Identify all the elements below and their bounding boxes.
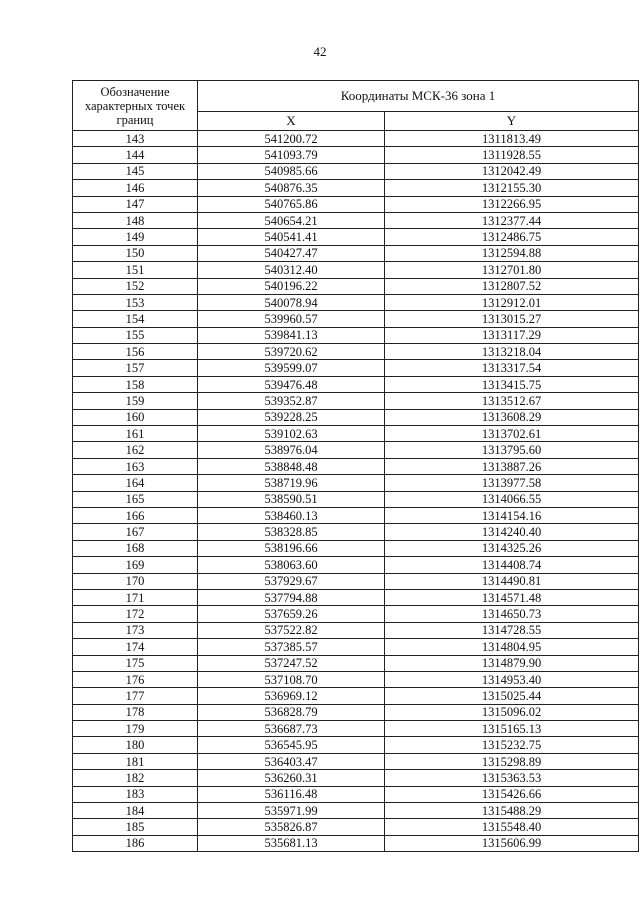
table-row [73, 491, 639, 507]
y-coordinate-cell: 1313015.27 [385, 311, 639, 327]
point-id-cell: 186 [73, 835, 198, 851]
table-row [73, 557, 639, 573]
y-coordinate-cell: 1315606.99 [385, 835, 639, 851]
table-row [73, 311, 639, 327]
y-coordinate-cell: 1314154.16 [385, 507, 639, 523]
point-id-cell: 162 [73, 442, 198, 458]
y-coordinate-cell: 1313218.04 [385, 344, 639, 360]
x-coordinate-cell: 540985.66 [198, 163, 385, 179]
y-coordinate-cell: 1313117.29 [385, 327, 639, 343]
y-coordinate-cell: 1312807.52 [385, 278, 639, 294]
x-coordinate-cell: 539228.25 [198, 409, 385, 425]
x-coordinate-cell: 538196.66 [198, 540, 385, 556]
point-id-cell: 144 [73, 147, 198, 163]
table-row [73, 294, 639, 310]
point-id-cell: 159 [73, 393, 198, 409]
x-coordinate-cell: 540541.41 [198, 229, 385, 245]
table-row [73, 786, 639, 802]
x-coordinate-cell: 536403.47 [198, 753, 385, 769]
point-id-cell: 175 [73, 655, 198, 671]
y-coordinate-cell: 1315096.02 [385, 704, 639, 720]
table-row [73, 360, 639, 376]
x-coordinate-cell: 538063.60 [198, 557, 385, 573]
x-coordinate-cell: 539841.13 [198, 327, 385, 343]
x-coordinate-cell: 539720.62 [198, 344, 385, 360]
x-coordinate-cell: 538328.85 [198, 524, 385, 540]
y-coordinate-cell: 1315426.66 [385, 786, 639, 802]
x-coordinate-cell: 540765.86 [198, 196, 385, 212]
table-row [73, 639, 639, 655]
x-coordinate-cell: 541093.79 [198, 147, 385, 163]
y-coordinate-cell: 1312042.49 [385, 163, 639, 179]
point-id-cell: 161 [73, 426, 198, 442]
table-row [73, 688, 639, 704]
y-coordinate-cell: 1314066.55 [385, 491, 639, 507]
point-id-cell: 143 [73, 131, 198, 147]
table-row [73, 147, 639, 163]
y-coordinate-cell: 1314728.55 [385, 622, 639, 638]
table-row [73, 426, 639, 442]
point-id-cell: 183 [73, 786, 198, 802]
point-id-cell: 179 [73, 721, 198, 737]
y-coordinate-cell: 1314408.74 [385, 557, 639, 573]
y-coordinate-cell: 1314571.48 [385, 589, 639, 605]
table-row [73, 393, 639, 409]
y-coordinate-cell: 1313795.60 [385, 442, 639, 458]
y-coordinate-cell: 1315298.89 [385, 753, 639, 769]
x-coordinate-cell: 536828.79 [198, 704, 385, 720]
point-id-cell: 151 [73, 262, 198, 278]
point-id-cell: 154 [73, 311, 198, 327]
y-coordinate-cell: 1315025.44 [385, 688, 639, 704]
table-body [73, 131, 639, 852]
x-coordinate-cell: 537247.52 [198, 655, 385, 671]
table-row [73, 278, 639, 294]
point-label-header: Обозначение характерных точек границ [73, 81, 198, 131]
y-coordinate-cell: 1315548.40 [385, 819, 639, 835]
table-row [73, 245, 639, 261]
y-coordinate-cell: 1314240.40 [385, 524, 639, 540]
x-coordinate-cell: 537108.70 [198, 671, 385, 687]
point-id-cell: 163 [73, 458, 198, 474]
y-column-header: Y [385, 112, 639, 131]
point-id-cell: 146 [73, 180, 198, 196]
x-coordinate-cell: 535971.99 [198, 803, 385, 819]
point-id-cell: 149 [73, 229, 198, 245]
point-id-cell: 147 [73, 196, 198, 212]
point-id-cell: 157 [73, 360, 198, 376]
point-id-cell: 177 [73, 688, 198, 704]
point-id-cell: 184 [73, 803, 198, 819]
table-row [73, 606, 639, 622]
table-row [73, 212, 639, 228]
table-row [73, 770, 639, 786]
y-coordinate-cell: 1312266.95 [385, 196, 639, 212]
x-coordinate-cell: 539599.07 [198, 360, 385, 376]
table-row [73, 524, 639, 540]
x-coordinate-cell: 539476.48 [198, 376, 385, 392]
y-coordinate-cell: 1314650.73 [385, 606, 639, 622]
y-coordinate-cell: 1312701.80 [385, 262, 639, 278]
x-coordinate-cell: 536969.12 [198, 688, 385, 704]
y-coordinate-cell: 1315488.29 [385, 803, 639, 819]
x-coordinate-cell: 541200.72 [198, 131, 385, 147]
table-row [73, 458, 639, 474]
table-header [73, 81, 639, 131]
point-id-cell: 164 [73, 475, 198, 491]
table-row [73, 409, 639, 425]
y-coordinate-cell: 1315363.53 [385, 770, 639, 786]
point-id-cell: 166 [73, 507, 198, 523]
y-coordinate-cell: 1312486.75 [385, 229, 639, 245]
point-id-cell: 165 [73, 491, 198, 507]
table-row [73, 655, 639, 671]
table-row [73, 196, 639, 212]
point-id-cell: 158 [73, 376, 198, 392]
y-coordinate-cell: 1311813.49 [385, 131, 639, 147]
point-id-cell: 152 [73, 278, 198, 294]
table-row [73, 704, 639, 720]
y-coordinate-cell: 1313317.54 [385, 360, 639, 376]
y-coordinate-cell: 1311928.55 [385, 147, 639, 163]
y-coordinate-cell: 1314490.81 [385, 573, 639, 589]
x-coordinate-cell: 539960.57 [198, 311, 385, 327]
y-coordinate-cell: 1312155.30 [385, 180, 639, 196]
y-coordinate-cell: 1313512.67 [385, 393, 639, 409]
x-coordinate-cell: 536116.48 [198, 786, 385, 802]
point-id-cell: 182 [73, 770, 198, 786]
y-coordinate-cell: 1313608.29 [385, 409, 639, 425]
coordinates-table [72, 80, 639, 852]
x-coordinate-cell: 540876.35 [198, 180, 385, 196]
table-row [73, 442, 639, 458]
table-row [73, 737, 639, 753]
point-id-cell: 174 [73, 639, 198, 655]
table-row [73, 589, 639, 605]
table-row [73, 376, 639, 392]
y-coordinate-cell: 1313702.61 [385, 426, 639, 442]
point-id-cell: 170 [73, 573, 198, 589]
table-row [73, 835, 639, 851]
x-coordinate-cell: 540312.40 [198, 262, 385, 278]
x-coordinate-cell: 536260.31 [198, 770, 385, 786]
x-coordinate-cell: 538848.48 [198, 458, 385, 474]
y-coordinate-cell: 1313415.75 [385, 376, 639, 392]
point-id-cell: 167 [73, 524, 198, 540]
y-coordinate-cell: 1313977.58 [385, 475, 639, 491]
point-id-cell: 150 [73, 245, 198, 261]
y-coordinate-cell: 1315232.75 [385, 737, 639, 753]
y-coordinate-cell: 1312912.01 [385, 294, 639, 310]
x-coordinate-cell: 537522.82 [198, 622, 385, 638]
page-number: 42 [313, 44, 327, 59]
point-id-cell: 155 [73, 327, 198, 343]
x-column-header: X [198, 112, 385, 131]
x-coordinate-cell: 537794.88 [198, 589, 385, 605]
point-id-cell: 181 [73, 753, 198, 769]
table-row [73, 753, 639, 769]
y-coordinate-cell: 1313887.26 [385, 458, 639, 474]
x-coordinate-cell: 540196.22 [198, 278, 385, 294]
y-coordinate-cell: 1314953.40 [385, 671, 639, 687]
table-row [73, 671, 639, 687]
point-id-cell: 172 [73, 606, 198, 622]
point-id-cell: 153 [73, 294, 198, 310]
table-row [73, 721, 639, 737]
y-coordinate-cell: 1314325.26 [385, 540, 639, 556]
y-coordinate-cell: 1312377.44 [385, 212, 639, 228]
table-row [73, 475, 639, 491]
table-row [73, 229, 639, 245]
coordinates-group-header: Координаты МСК-36 зона 1 [198, 81, 639, 112]
point-id-cell: 145 [73, 163, 198, 179]
point-id-cell: 178 [73, 704, 198, 720]
y-coordinate-cell: 1315165.13 [385, 721, 639, 737]
x-coordinate-cell: 540078.94 [198, 294, 385, 310]
x-coordinate-cell: 539352.87 [198, 393, 385, 409]
x-coordinate-cell: 538976.04 [198, 442, 385, 458]
point-id-cell: 156 [73, 344, 198, 360]
x-coordinate-cell: 536545.95 [198, 737, 385, 753]
point-id-cell: 169 [73, 557, 198, 573]
table-row [73, 180, 639, 196]
point-id-cell: 173 [73, 622, 198, 638]
y-coordinate-cell: 1312594.88 [385, 245, 639, 261]
x-coordinate-cell: 537929.67 [198, 573, 385, 589]
x-coordinate-cell: 537659.26 [198, 606, 385, 622]
x-coordinate-cell: 537385.57 [198, 639, 385, 655]
table-row [73, 344, 639, 360]
table-row [73, 131, 639, 147]
x-coordinate-cell: 540654.21 [198, 212, 385, 228]
x-coordinate-cell: 540427.47 [198, 245, 385, 261]
table-row [73, 262, 639, 278]
point-id-cell: 160 [73, 409, 198, 425]
table-row [73, 819, 639, 835]
point-id-cell: 176 [73, 671, 198, 687]
x-coordinate-cell: 535826.87 [198, 819, 385, 835]
table-row [73, 803, 639, 819]
table-row [73, 573, 639, 589]
y-coordinate-cell: 1314804.95 [385, 639, 639, 655]
x-coordinate-cell: 538590.51 [198, 491, 385, 507]
table-row [73, 540, 639, 556]
x-coordinate-cell: 538719.96 [198, 475, 385, 491]
table-row [73, 327, 639, 343]
point-id-cell: 148 [73, 212, 198, 228]
table-row [73, 163, 639, 179]
x-coordinate-cell: 538460.13 [198, 507, 385, 523]
table-row [73, 507, 639, 523]
table-row [73, 622, 639, 638]
x-coordinate-cell: 536687.73 [198, 721, 385, 737]
point-id-cell: 185 [73, 819, 198, 835]
point-id-cell: 180 [73, 737, 198, 753]
x-coordinate-cell: 535681.13 [198, 835, 385, 851]
point-id-cell: 168 [73, 540, 198, 556]
y-coordinate-cell: 1314879.90 [385, 655, 639, 671]
x-coordinate-cell: 539102.63 [198, 426, 385, 442]
point-id-cell: 171 [73, 589, 198, 605]
